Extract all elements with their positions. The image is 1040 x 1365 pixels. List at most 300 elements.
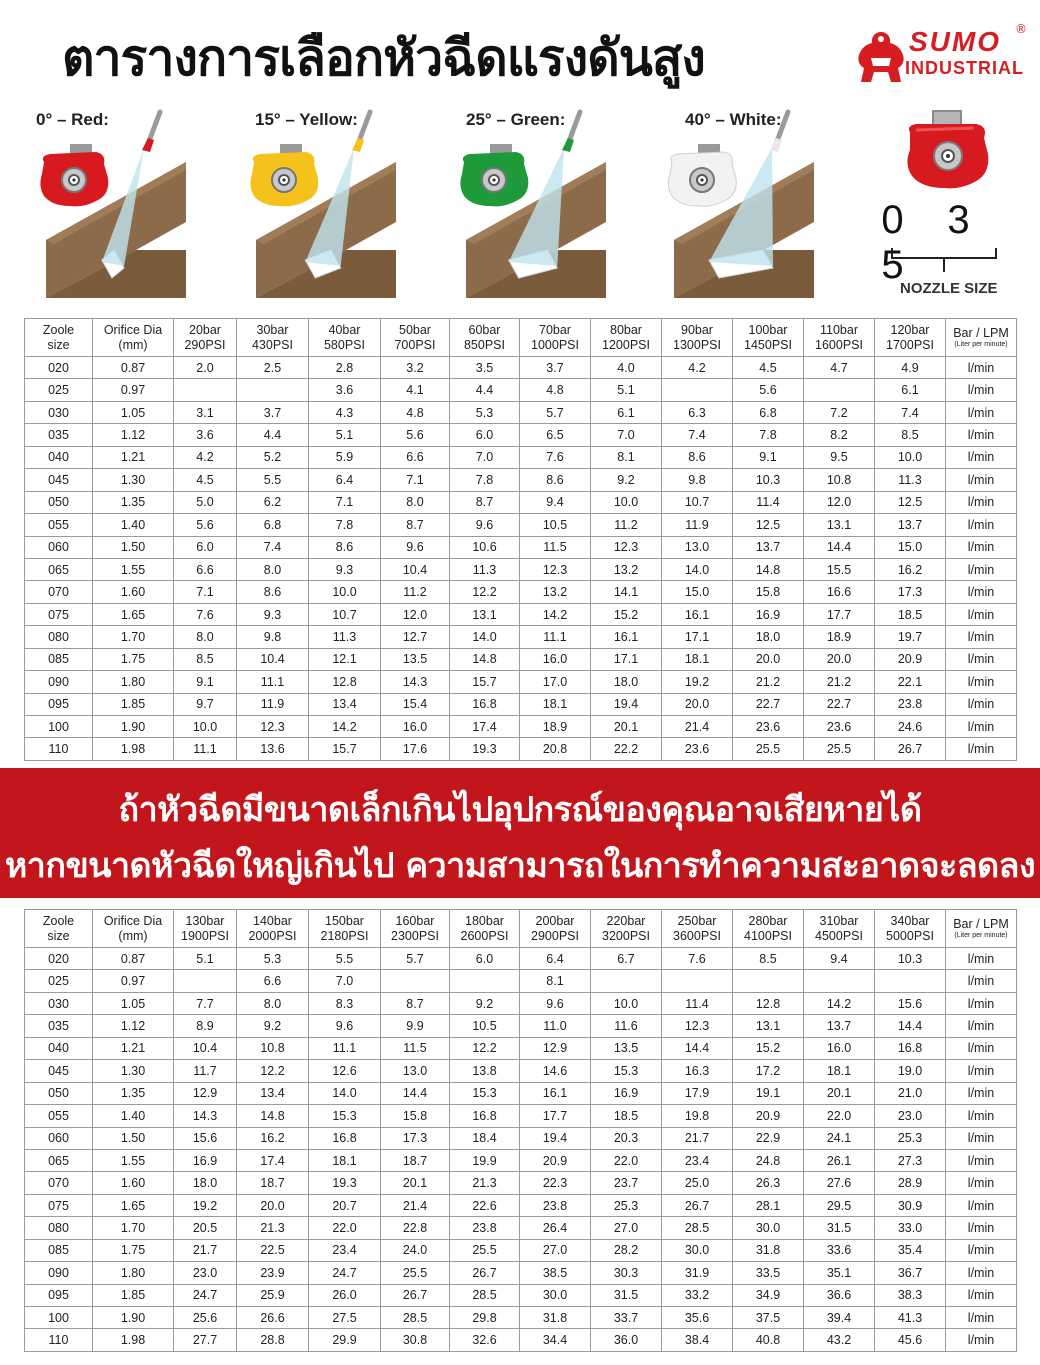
flow-cell: 5.1 — [591, 379, 662, 401]
flow-cell: 36.0 — [591, 1329, 662, 1351]
orifice-cell: 0.97 — [93, 379, 174, 401]
column-header-line: 120bar — [890, 322, 930, 337]
flow-cell: 22.5 — [237, 1239, 309, 1261]
table-row — [25, 446, 1017, 468]
unit-cell: l/min — [946, 491, 1017, 513]
column-header-line: 100bar — [748, 322, 788, 337]
column-header — [381, 319, 450, 357]
unit-cell: l/min — [946, 357, 1017, 379]
nozzle-label: 25° – Green: — [466, 110, 566, 129]
size-bracket — [890, 246, 1000, 276]
flow-cell: 25.3 — [875, 1127, 946, 1149]
orifice-cell: 1.40 — [93, 514, 174, 536]
flow-cell: 2.0 — [174, 357, 237, 379]
flow-cell: 14.4 — [381, 1082, 450, 1104]
orifice-cell: 1.60 — [93, 581, 174, 603]
table-row — [25, 469, 1017, 491]
flow-cell: 14.8 — [733, 558, 804, 580]
orifice-cell: 1.30 — [93, 469, 174, 491]
flow-cell: 14.4 — [875, 1015, 946, 1037]
flow-cell: 12.8 — [309, 671, 381, 693]
flow-cell: 10.7 — [309, 603, 381, 625]
column-header-subline: 1900PSI — [181, 928, 229, 943]
flow-cell: 4.3 — [309, 401, 381, 423]
flow-cell: 19.3 — [309, 1172, 381, 1194]
nozzle-body — [40, 144, 108, 206]
flow-cell: 34.9 — [733, 1284, 804, 1306]
column-header-line: 20bar — [189, 322, 221, 337]
flow-cell: 9.1 — [174, 671, 237, 693]
column-header-line: 250bar — [677, 913, 717, 928]
nozzle-spray-illustration — [446, 100, 656, 305]
flow-cell: 38.3 — [875, 1284, 946, 1306]
flow-cell: 20.9 — [875, 648, 946, 670]
orifice-cell: 1.65 — [93, 1194, 174, 1216]
flow-cell: 20.0 — [237, 1194, 309, 1216]
flow-cell: 12.0 — [381, 603, 450, 625]
column-header — [875, 319, 946, 357]
flow-cell: 12.9 — [174, 1082, 237, 1104]
nozzle-size-cell: 055 — [25, 514, 93, 536]
orifice-cell: 1.90 — [93, 716, 174, 738]
orifice-cell: 1.80 — [93, 1262, 174, 1284]
flow-cell: 7.1 — [309, 491, 381, 513]
flow-cell: 22.6 — [450, 1194, 520, 1216]
flow-cell: 26.7 — [450, 1262, 520, 1284]
sumo-wrestler-icon — [855, 28, 907, 86]
flow-cell: 17.1 — [591, 648, 662, 670]
flow-cell: 30.0 — [520, 1284, 591, 1306]
flow-cell: 16.8 — [450, 1105, 520, 1127]
orifice-cell: 0.97 — [93, 970, 174, 992]
table-row — [25, 491, 1017, 513]
flow-cell: 33.5 — [733, 1262, 804, 1284]
flow-cell: 13.1 — [804, 514, 875, 536]
flow-cell: 9.9 — [381, 1015, 450, 1037]
flow-cell: 15.3 — [591, 1060, 662, 1082]
flow-cell: 5.2 — [237, 446, 309, 468]
flow-cell: 9.2 — [591, 469, 662, 491]
flow-cell: 22.2 — [591, 738, 662, 760]
column-header-subline: size — [47, 928, 70, 943]
flow-cell: 3.7 — [237, 401, 309, 423]
flow-cell: 5.5 — [237, 469, 309, 491]
flow-cell: 17.4 — [237, 1149, 309, 1171]
flow-cell: 17.7 — [804, 603, 875, 625]
column-header — [520, 319, 591, 357]
flow-cell: 25.9 — [237, 1284, 309, 1306]
flow-cell: 45.6 — [875, 1329, 946, 1351]
orifice-cell: 0.87 — [93, 948, 174, 970]
flow-cell: 25.3 — [591, 1194, 662, 1216]
flow-cell: 16.8 — [875, 1037, 946, 1059]
column-header-subline: 2300PSI — [391, 928, 439, 943]
flow-cell: 8.0 — [237, 992, 309, 1014]
unit-cell: l/min — [946, 581, 1017, 603]
table-row — [25, 992, 1017, 1014]
flow-cell: 38.5 — [520, 1262, 591, 1284]
flow-cell: 41.3 — [875, 1307, 946, 1329]
flow-cell: 22.0 — [591, 1149, 662, 1171]
nozzle-body — [460, 144, 528, 206]
flow-cell: 33.6 — [804, 1239, 875, 1261]
flow-cell: 12.0 — [804, 491, 875, 513]
flow-cell: 10.5 — [450, 1015, 520, 1037]
flow-cell: 20.5 — [174, 1217, 237, 1239]
orifice-cell: 1.80 — [93, 671, 174, 693]
nozzle-size-cell: 075 — [25, 603, 93, 625]
flow-cell: 29.5 — [804, 1194, 875, 1216]
flow-cell: 16.9 — [733, 603, 804, 625]
orifice-cell: 1.50 — [93, 1127, 174, 1149]
flow-cell: 5.7 — [520, 401, 591, 423]
unit-cell: l/min — [946, 1149, 1017, 1171]
nozzle-size-cell: 030 — [25, 992, 93, 1014]
logo-subtext: INDUSTRIAL — [905, 58, 1024, 78]
table-header-row — [25, 319, 1017, 357]
unit-cell: l/min — [946, 1284, 1017, 1306]
column-header-line: Bar / LPM — [953, 326, 1009, 340]
flow-cell: 16.6 — [804, 581, 875, 603]
column-header-line: 30bar — [256, 322, 289, 337]
flow-cell: 28.1 — [733, 1194, 804, 1216]
flow-cell: 4.5 — [174, 469, 237, 491]
flow-cell: 27.5 — [309, 1307, 381, 1329]
flow-cell: 16.1 — [591, 626, 662, 648]
flow-cell: 20.3 — [591, 1127, 662, 1149]
flow-cell: 14.3 — [174, 1105, 237, 1127]
flow-cell: 10.4 — [174, 1037, 237, 1059]
flow-cell: 12.3 — [520, 558, 591, 580]
flow-cell: 8.5 — [174, 648, 237, 670]
unit-cell: l/min — [946, 1060, 1017, 1082]
flow-cell: 10.0 — [174, 716, 237, 738]
flow-cell: 35.1 — [804, 1262, 875, 1284]
nozzle-card-red — [26, 100, 236, 305]
flow-cell: 15.2 — [733, 1037, 804, 1059]
flow-cell — [381, 970, 450, 992]
table-row — [25, 379, 1017, 401]
flow-cell: 8.7 — [381, 514, 450, 536]
flow-cell: 8.0 — [237, 558, 309, 580]
table-row — [25, 626, 1017, 648]
nozzle-size-cell: 065 — [25, 558, 93, 580]
column-header-line: 200bar — [535, 913, 575, 928]
column-header — [25, 910, 93, 948]
flow-cell: 6.0 — [450, 948, 520, 970]
flow-cell: 30.8 — [381, 1329, 450, 1351]
table-row — [25, 1082, 1017, 1104]
flow-cell: 21.0 — [875, 1082, 946, 1104]
registered-mark: ® — [1015, 22, 1027, 36]
flow-cell: 24.6 — [875, 716, 946, 738]
table-row — [25, 536, 1017, 558]
unit-cell: l/min — [946, 626, 1017, 648]
flow-cell: 8.1 — [591, 446, 662, 468]
flow-cell: 11.5 — [381, 1037, 450, 1059]
flow-cell: 20.0 — [733, 648, 804, 670]
flow-cell: 6.0 — [450, 424, 520, 446]
column-header-subline: 1000PSI — [531, 337, 579, 352]
flow-cell: 8.7 — [381, 992, 450, 1014]
flow-cell: 24.8 — [733, 1149, 804, 1171]
flow-cell: 26.7 — [875, 738, 946, 760]
flow-cell: 12.3 — [237, 716, 309, 738]
flow-cell: 12.7 — [381, 626, 450, 648]
nozzle-size-cell: 025 — [25, 970, 93, 992]
orifice-cell: 1.60 — [93, 1172, 174, 1194]
flow-cell: 11.3 — [450, 558, 520, 580]
page-title: ตารางการเลือกหัวฉีดแรงดันสูง — [62, 29, 705, 87]
flow-cell: 16.0 — [381, 716, 450, 738]
table-row — [25, 648, 1017, 670]
flow-cell: 5.6 — [381, 424, 450, 446]
column-header-line: 130bar — [185, 913, 225, 928]
unit-cell: l/min — [946, 514, 1017, 536]
flow-cell: 4.4 — [450, 379, 520, 401]
flow-cell: 21.7 — [174, 1239, 237, 1261]
flow-cell: 16.9 — [591, 1082, 662, 1104]
flow-cell: 4.0 — [591, 357, 662, 379]
flow-cell: 17.2 — [733, 1060, 804, 1082]
column-header-line: Orifice Dia — [103, 322, 163, 337]
nozzle-size-cell: 110 — [25, 738, 93, 760]
flow-cell: 18.7 — [381, 1149, 450, 1171]
flow-cell: 14.0 — [309, 1082, 381, 1104]
flow-cell: 11.2 — [381, 581, 450, 603]
flow-cell: 12.8 — [733, 992, 804, 1014]
table-row — [25, 1127, 1017, 1149]
orifice-cell: 1.75 — [93, 1239, 174, 1261]
flow-cell: 6.5 — [520, 424, 591, 446]
flow-cell: 15.0 — [875, 536, 946, 558]
flow-cell: 13.0 — [381, 1060, 450, 1082]
column-header-subline: size — [47, 337, 70, 352]
flow-cell: 17.4 — [450, 716, 520, 738]
flow-cell: 19.4 — [591, 693, 662, 715]
column-header-subline: 2600PSI — [460, 928, 509, 943]
flow-cell: 10.0 — [591, 491, 662, 513]
flow-cell: 13.7 — [875, 514, 946, 536]
column-header-subline: 580PSI — [323, 337, 365, 352]
flow-cell: 12.3 — [662, 1015, 733, 1037]
flow-cell: 16.0 — [804, 1037, 875, 1059]
column-header — [591, 910, 662, 948]
flow-cell: 34.4 — [520, 1329, 591, 1351]
flow-cell: 11.7 — [174, 1060, 237, 1082]
flow-cell: 23.9 — [237, 1262, 309, 1284]
flow-cell: 21.2 — [733, 671, 804, 693]
unit-cell: l/min — [946, 1217, 1017, 1239]
column-header-line: 140bar — [253, 913, 292, 928]
flow-cell: 6.7 — [591, 948, 662, 970]
flow-cell: 16.8 — [309, 1127, 381, 1149]
flow-cell: 14.0 — [450, 626, 520, 648]
flow-cell: 7.4 — [662, 424, 733, 446]
flow-cell: 7.1 — [381, 469, 450, 491]
flow-cell: 9.4 — [520, 491, 591, 513]
flow-cell: 30.0 — [662, 1239, 733, 1261]
orifice-cell: 1.85 — [93, 1284, 174, 1306]
flow-cell: 14.2 — [804, 992, 875, 1014]
flow-cell: 6.8 — [733, 401, 804, 423]
table-row — [25, 357, 1017, 379]
flow-cell: 27.3 — [875, 1149, 946, 1171]
flow-cell: 25.6 — [174, 1307, 237, 1329]
flow-cell: 5.5 — [309, 948, 381, 970]
flow-cell: 22.0 — [804, 1105, 875, 1127]
flow-cell: 20.0 — [662, 693, 733, 715]
flow-cell: 14.4 — [662, 1037, 733, 1059]
flow-cell: 7.8 — [733, 424, 804, 446]
flow-cell: 10.0 — [875, 446, 946, 468]
table-row — [25, 948, 1017, 970]
unit-cell: l/min — [946, 693, 1017, 715]
nozzle-size-cell: 080 — [25, 1217, 93, 1239]
flow-cell: 6.0 — [174, 536, 237, 558]
flow-cell: 20.1 — [381, 1172, 450, 1194]
column-header — [174, 910, 237, 948]
orifice-cell: 1.90 — [93, 1307, 174, 1329]
unit-cell: l/min — [946, 671, 1017, 693]
table-row — [25, 1217, 1017, 1239]
flow-cell: 3.5 — [450, 357, 520, 379]
flow-cell: 6.8 — [237, 514, 309, 536]
flow-cell: 7.0 — [450, 446, 520, 468]
nozzle-size-cell: 090 — [25, 671, 93, 693]
column-header-subline: 4500PSI — [815, 928, 863, 943]
column-header-subline: 1700PSI — [886, 337, 934, 352]
flow-cell: 29.8 — [450, 1307, 520, 1329]
orifice-cell: 1.70 — [93, 1217, 174, 1239]
orifice-cell: 1.05 — [93, 401, 174, 423]
flow-cell: 13.1 — [733, 1015, 804, 1037]
flow-cell: 8.6 — [662, 446, 733, 468]
nozzle-size-cell: 100 — [25, 1307, 93, 1329]
flow-cell: 12.6 — [309, 1060, 381, 1082]
nozzle-size-cell: 100 — [25, 716, 93, 738]
column-header-subline: 430PSI — [251, 337, 293, 352]
flow-cell: 23.6 — [804, 716, 875, 738]
flow-cell: 15.8 — [381, 1105, 450, 1127]
flow-cell: 30.3 — [591, 1262, 662, 1284]
column-header-subline: 5000PSI — [886, 928, 934, 943]
column-header-subline: 1600PSI — [815, 337, 863, 352]
flow-cell: 10.8 — [237, 1037, 309, 1059]
flow-cell: 36.6 — [804, 1284, 875, 1306]
column-header-subline: (Liter per minute) — [954, 341, 1008, 348]
flow-cell: 19.2 — [174, 1194, 237, 1216]
table-row — [25, 1172, 1017, 1194]
nozzle-size-label: NOZZLE SIZE — [900, 280, 998, 297]
flow-cell: 6.1 — [591, 401, 662, 423]
orifice-cell: 1.21 — [93, 1037, 174, 1059]
nozzle-size-cell: 085 — [25, 1239, 93, 1261]
flow-cell: 6.1 — [875, 379, 946, 401]
flow-cell: 10.4 — [381, 558, 450, 580]
column-header — [662, 319, 733, 357]
flow-cell: 5.1 — [174, 948, 237, 970]
unit-cell: l/min — [946, 603, 1017, 625]
table-row — [25, 671, 1017, 693]
flow-cell: 22.7 — [804, 693, 875, 715]
column-header-line: 40bar — [328, 322, 361, 337]
flow-cell: 5.6 — [733, 379, 804, 401]
column-header — [237, 910, 309, 948]
flow-cell: 20.7 — [309, 1194, 381, 1216]
flow-cell: 21.4 — [662, 716, 733, 738]
unit-cell: l/min — [946, 1127, 1017, 1149]
flow-cell: 13.1 — [450, 603, 520, 625]
flow-cell: 9.3 — [237, 603, 309, 625]
flow-cell: 14.2 — [309, 716, 381, 738]
nozzle-red-icon — [892, 110, 992, 192]
column-header-line: 50bar — [399, 322, 431, 337]
flow-cell: 16.8 — [450, 693, 520, 715]
flow-cell: 15.6 — [875, 992, 946, 1014]
unit-cell: l/min — [946, 1015, 1017, 1037]
unit-cell: l/min — [946, 738, 1017, 760]
flow-table-high-pressure — [24, 909, 1017, 1352]
column-header-line: 340bar — [890, 913, 930, 928]
flow-cell: 23.4 — [309, 1239, 381, 1261]
flow-cell: 10.0 — [309, 581, 381, 603]
nozzle-size-cell: 110 — [25, 1329, 93, 1351]
nozzle-size-cell: 045 — [25, 469, 93, 491]
flow-cell: 26.4 — [520, 1217, 591, 1239]
nozzle-size-cell: 050 — [25, 491, 93, 513]
flow-cell: 25.5 — [450, 1239, 520, 1261]
table-row — [25, 424, 1017, 446]
orifice-cell: 1.50 — [93, 536, 174, 558]
flow-cell: 8.6 — [237, 581, 309, 603]
flow-cell: 19.7 — [875, 626, 946, 648]
nozzle-size-cell: 035 — [25, 1015, 93, 1037]
column-header — [25, 319, 93, 357]
nozzle-size-cell: 050 — [25, 1082, 93, 1104]
flow-cell: 23.4 — [662, 1149, 733, 1171]
column-header — [733, 910, 804, 948]
unit-cell: l/min — [946, 970, 1017, 992]
column-header-subline: 1300PSI — [673, 337, 721, 352]
flow-cell — [804, 379, 875, 401]
nozzle-size-cell: 025 — [25, 379, 93, 401]
flow-cell: 33.7 — [591, 1307, 662, 1329]
flow-cell: 9.6 — [309, 1015, 381, 1037]
nozzle-size-cell: 040 — [25, 446, 93, 468]
flow-cell: 8.1 — [520, 970, 591, 992]
column-header — [520, 910, 591, 948]
table-row — [25, 401, 1017, 423]
table-header-row — [25, 910, 1017, 948]
nozzle-size-cell: 080 — [25, 626, 93, 648]
flow-cell: 13.7 — [733, 536, 804, 558]
flow-cell: 4.7 — [804, 357, 875, 379]
unit-cell: l/min — [946, 1262, 1017, 1284]
flow-cell: 29.9 — [309, 1329, 381, 1351]
nozzle-size-cell: 045 — [25, 1060, 93, 1082]
column-header-line: Bar / LPM — [953, 917, 1009, 931]
flow-cell: 27.0 — [591, 1217, 662, 1239]
flow-cell: 13.8 — [450, 1060, 520, 1082]
flow-cell: 6.6 — [381, 446, 450, 468]
flow-cell: 17.3 — [381, 1127, 450, 1149]
flow-cell: 18.1 — [804, 1060, 875, 1082]
orifice-cell: 1.75 — [93, 648, 174, 670]
column-header — [733, 319, 804, 357]
flow-cell: 28.8 — [237, 1329, 309, 1351]
flow-cell: 22.9 — [733, 1127, 804, 1149]
